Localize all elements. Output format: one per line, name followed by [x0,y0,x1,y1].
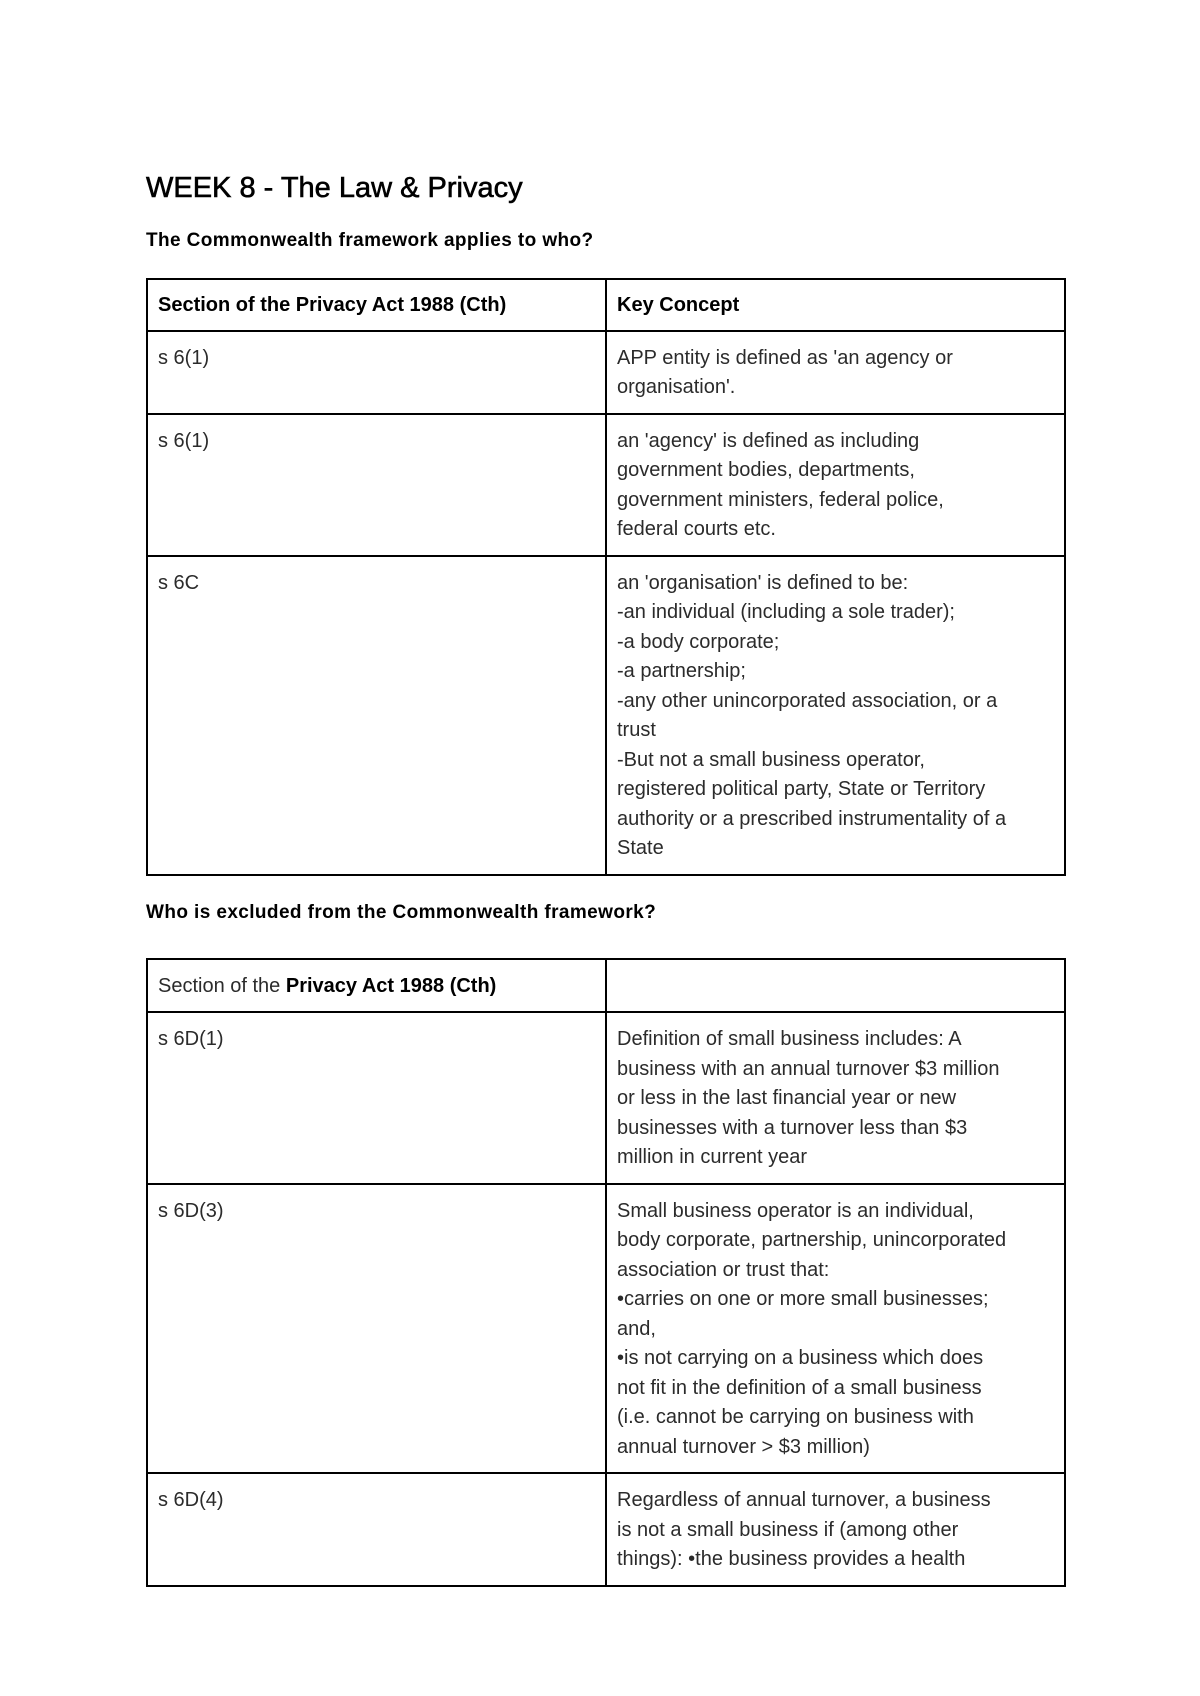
section-cell: s 6D(1) [147,1012,606,1184]
document-page [146,168,1066,1587]
table-row [147,1473,1065,1586]
table-row [147,1184,1065,1474]
concept-cell: an 'agency' is defined as including government bodies, departments, government ministers, federal police, federal courts etc. [606,414,1065,556]
table-row [147,331,1065,414]
section1-question: The Commonwealth framework applies to who? [146,230,594,251]
header-concept-cell: Key Concept [606,279,1065,331]
section2-question: Who is excluded from the Commonwealth framework? [146,901,657,923]
table-header-row [147,959,1065,1013]
applies-to-table [146,278,1066,876]
concept-cell: an 'organisation' is defined to be: -an individual (including a sole trader); -a body corporate; -a partnership; -any other unincorporated association, or a trust -But not a small business operator, registered political party, State or Territory authority or a prescribed instrumentality of a State [606,556,1065,875]
header-act-name: Privacy Act 1988 (Cth) [285,974,497,997]
header-empty-cell [606,959,1065,1013]
header-section-cell [147,959,606,1013]
header-section-cell: Section of the Privacy Act 1988 (Cth) [147,279,606,331]
table-row [147,414,1065,556]
page-title: WEEK 8 - The Law & Privacy [146,172,523,204]
concept-cell: Definition of small business includes: A business with an annual turnover $3 million or less in the last financial year or new businesses with a turnover less than $3 million in current year [606,1012,1065,1184]
table-row [147,1012,1065,1184]
section-cell: s 6C [147,556,606,875]
excluded-table [146,958,1066,1587]
section-cell: s 6(1) [147,414,606,556]
header-prefix: Section of the [158,974,286,997]
section-cell: s 6(1) [147,331,606,414]
table-row [147,556,1065,875]
concept-cell: APP entity is defined as 'an agency or organisation'. [606,331,1065,414]
section-cell: s 6D(4) [147,1473,606,1586]
section-cell: s 6D(3) [147,1184,606,1474]
concept-cell: Small business operator is an individual, body corporate, partnership, unincorporated association or trust that: •carries on one or more small businesses; and, •is not carrying on a business which does not fit in the definition of a small business (i.e. cannot be carrying on business with annual turnover > $3 million) [606,1184,1065,1474]
concept-cell: Regardless of annual turnover, a business is not a small business if (among other things): •the business provides a health [606,1473,1065,1586]
table-header-row [147,279,1065,331]
